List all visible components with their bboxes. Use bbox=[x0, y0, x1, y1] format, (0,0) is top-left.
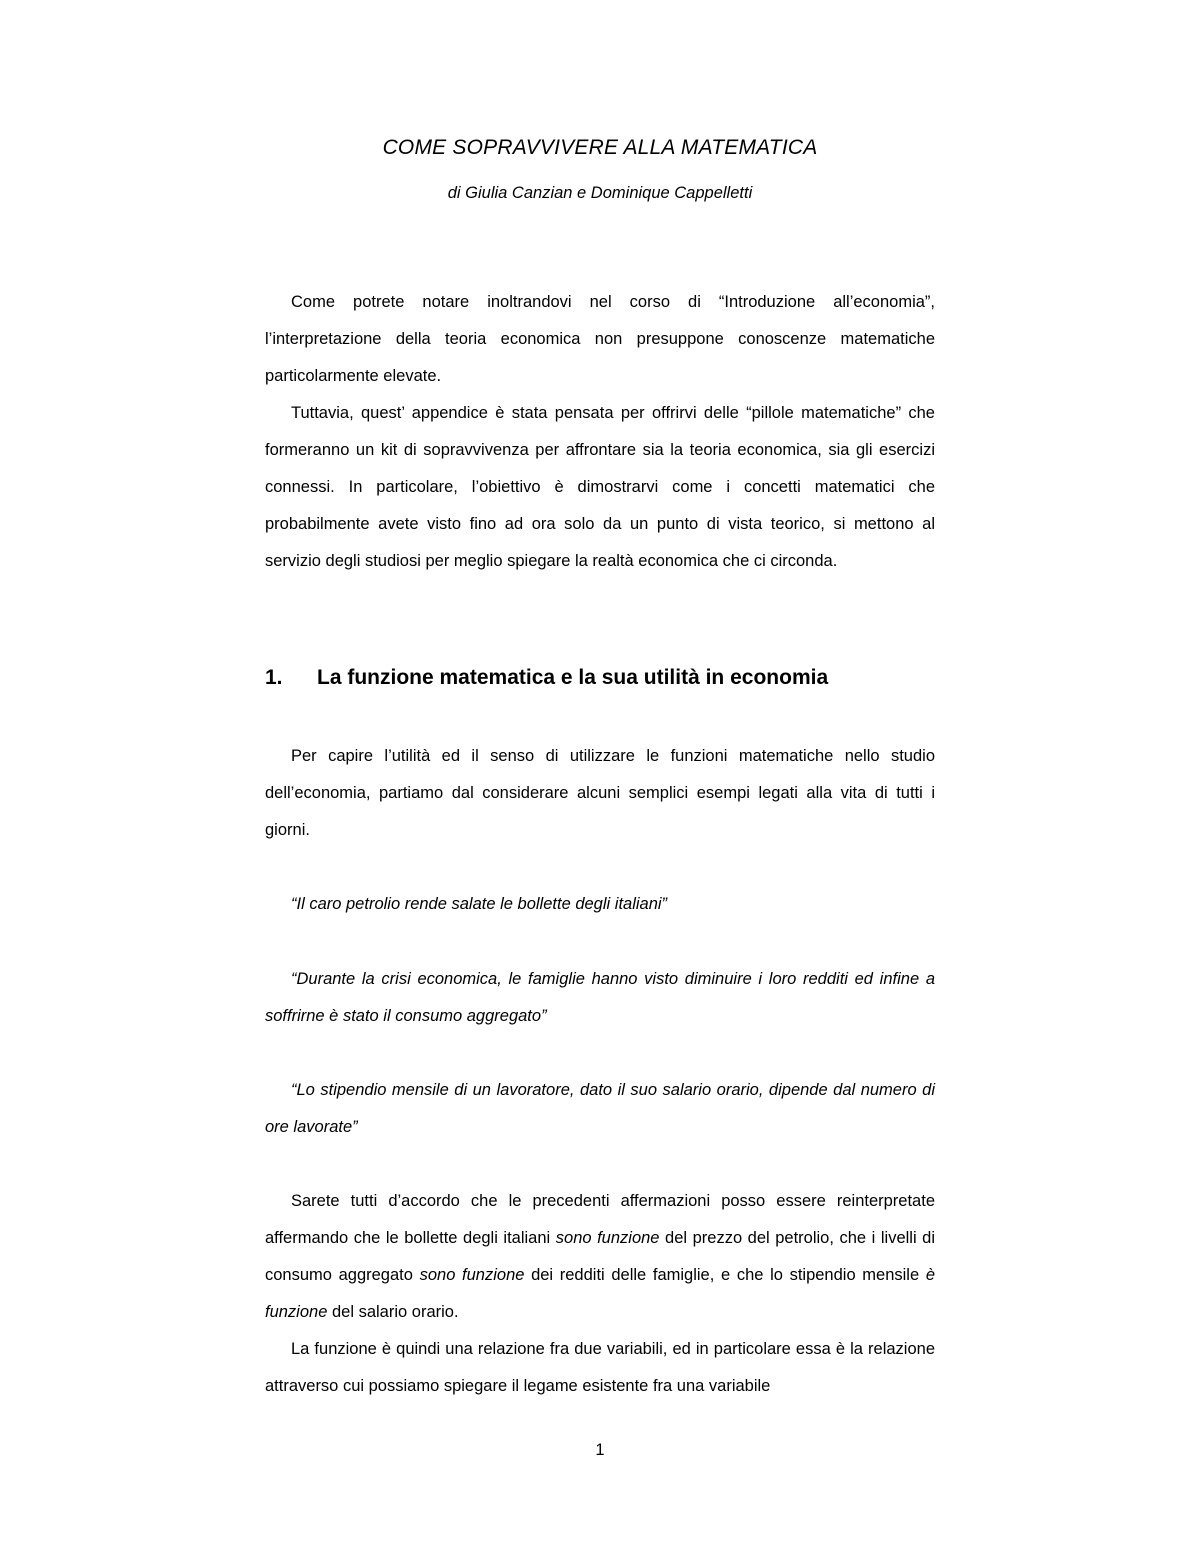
section-heading bbox=[265, 660, 935, 696]
conclusion-paragraph-2: La funzione è quindi una relazione fra due variabili, ed in particolare essa è la relazione attraverso cui possiamo spiegare il legame esistente fra una variabile bbox=[265, 1340, 935, 1395]
section-number: 1. bbox=[265, 666, 283, 689]
section-intro-block bbox=[265, 738, 935, 849]
document-authors: di Giulia Canzian e Dominique Cappelletti bbox=[447, 184, 753, 202]
conclusion-emphasis-3: è funzione bbox=[265, 1266, 935, 1321]
conclusion-text-a: Sarete tutti d’accordo che le precedenti affermazioni posso essere reinterpretate affermando che le bollette degli italiani bbox=[265, 1192, 935, 1247]
quote-block-1 bbox=[265, 886, 935, 923]
page-number: 1 bbox=[595, 1441, 605, 1459]
section-intro-paragraph: Per capire l’utilità ed il senso di utilizzare le funzioni matematiche nello studio dell’economia, partiamo dal considerare alcuni semplici esempi legati alla vita di tutti i giorni. bbox=[265, 747, 935, 839]
conclusion-block bbox=[265, 1183, 935, 1405]
quote-2: “Durante la crisi economica, le famiglie hanno visto diminuire i loro redditi ed infine a soffrirne è stato il consumo aggregato” bbox=[265, 970, 935, 1025]
conclusion-emphasis-2: sono funzione bbox=[419, 1266, 525, 1284]
conclusion-text-d: del salario orario. bbox=[327, 1303, 459, 1321]
intro-section bbox=[265, 284, 935, 580]
quote-block-2 bbox=[265, 961, 935, 1035]
section-title: La funzione matematica e la sua utilità in economia bbox=[317, 666, 829, 689]
document-title: COME SOPRAVVIVERE ALLA MATEMATICA bbox=[382, 136, 818, 159]
conclusion-text-c: dei redditi delle famiglie, e che lo stipendio mensile bbox=[524, 1266, 926, 1284]
intro-paragraph-1: Come potrete notare inoltrandovi nel corso di “Introduzione all’economia”, l’interpretazione della teoria economica non presuppone conoscenze matematiche particolarmente elevate. bbox=[265, 293, 935, 385]
quote-3: “Lo stipendio mensile di un lavoratore, dato il suo salario orario, dipende dal numero di ore lavorate” bbox=[265, 1081, 935, 1136]
intro-paragraph-2: Tuttavia, quest’ appendice è stata pensata per offrirvi delle “pillole matematiche” che formeranno un kit di sopravvivenza per affrontare sia la teoria economica, sia gli esercizi connessi. In particolare, l’obiettivo è dimostrarvi come i concetti matematici che probabilmente avete visto fino ad ora solo da un punto di vista teorico, si mettono al servizio degli studiosi per meglio spiegare la realtà economica che ci circonda. bbox=[265, 404, 935, 570]
conclusion-text-b: del prezzo del petrolio, che i livelli di consumo aggregato bbox=[265, 1229, 936, 1284]
conclusion-paragraph-1 bbox=[265, 1183, 935, 1331]
conclusion-emphasis-1: sono funzione bbox=[555, 1229, 660, 1247]
quote-block-3 bbox=[265, 1072, 935, 1146]
quote-1: “Il caro petrolio rende salate le bollette degli italiani” bbox=[291, 895, 668, 913]
